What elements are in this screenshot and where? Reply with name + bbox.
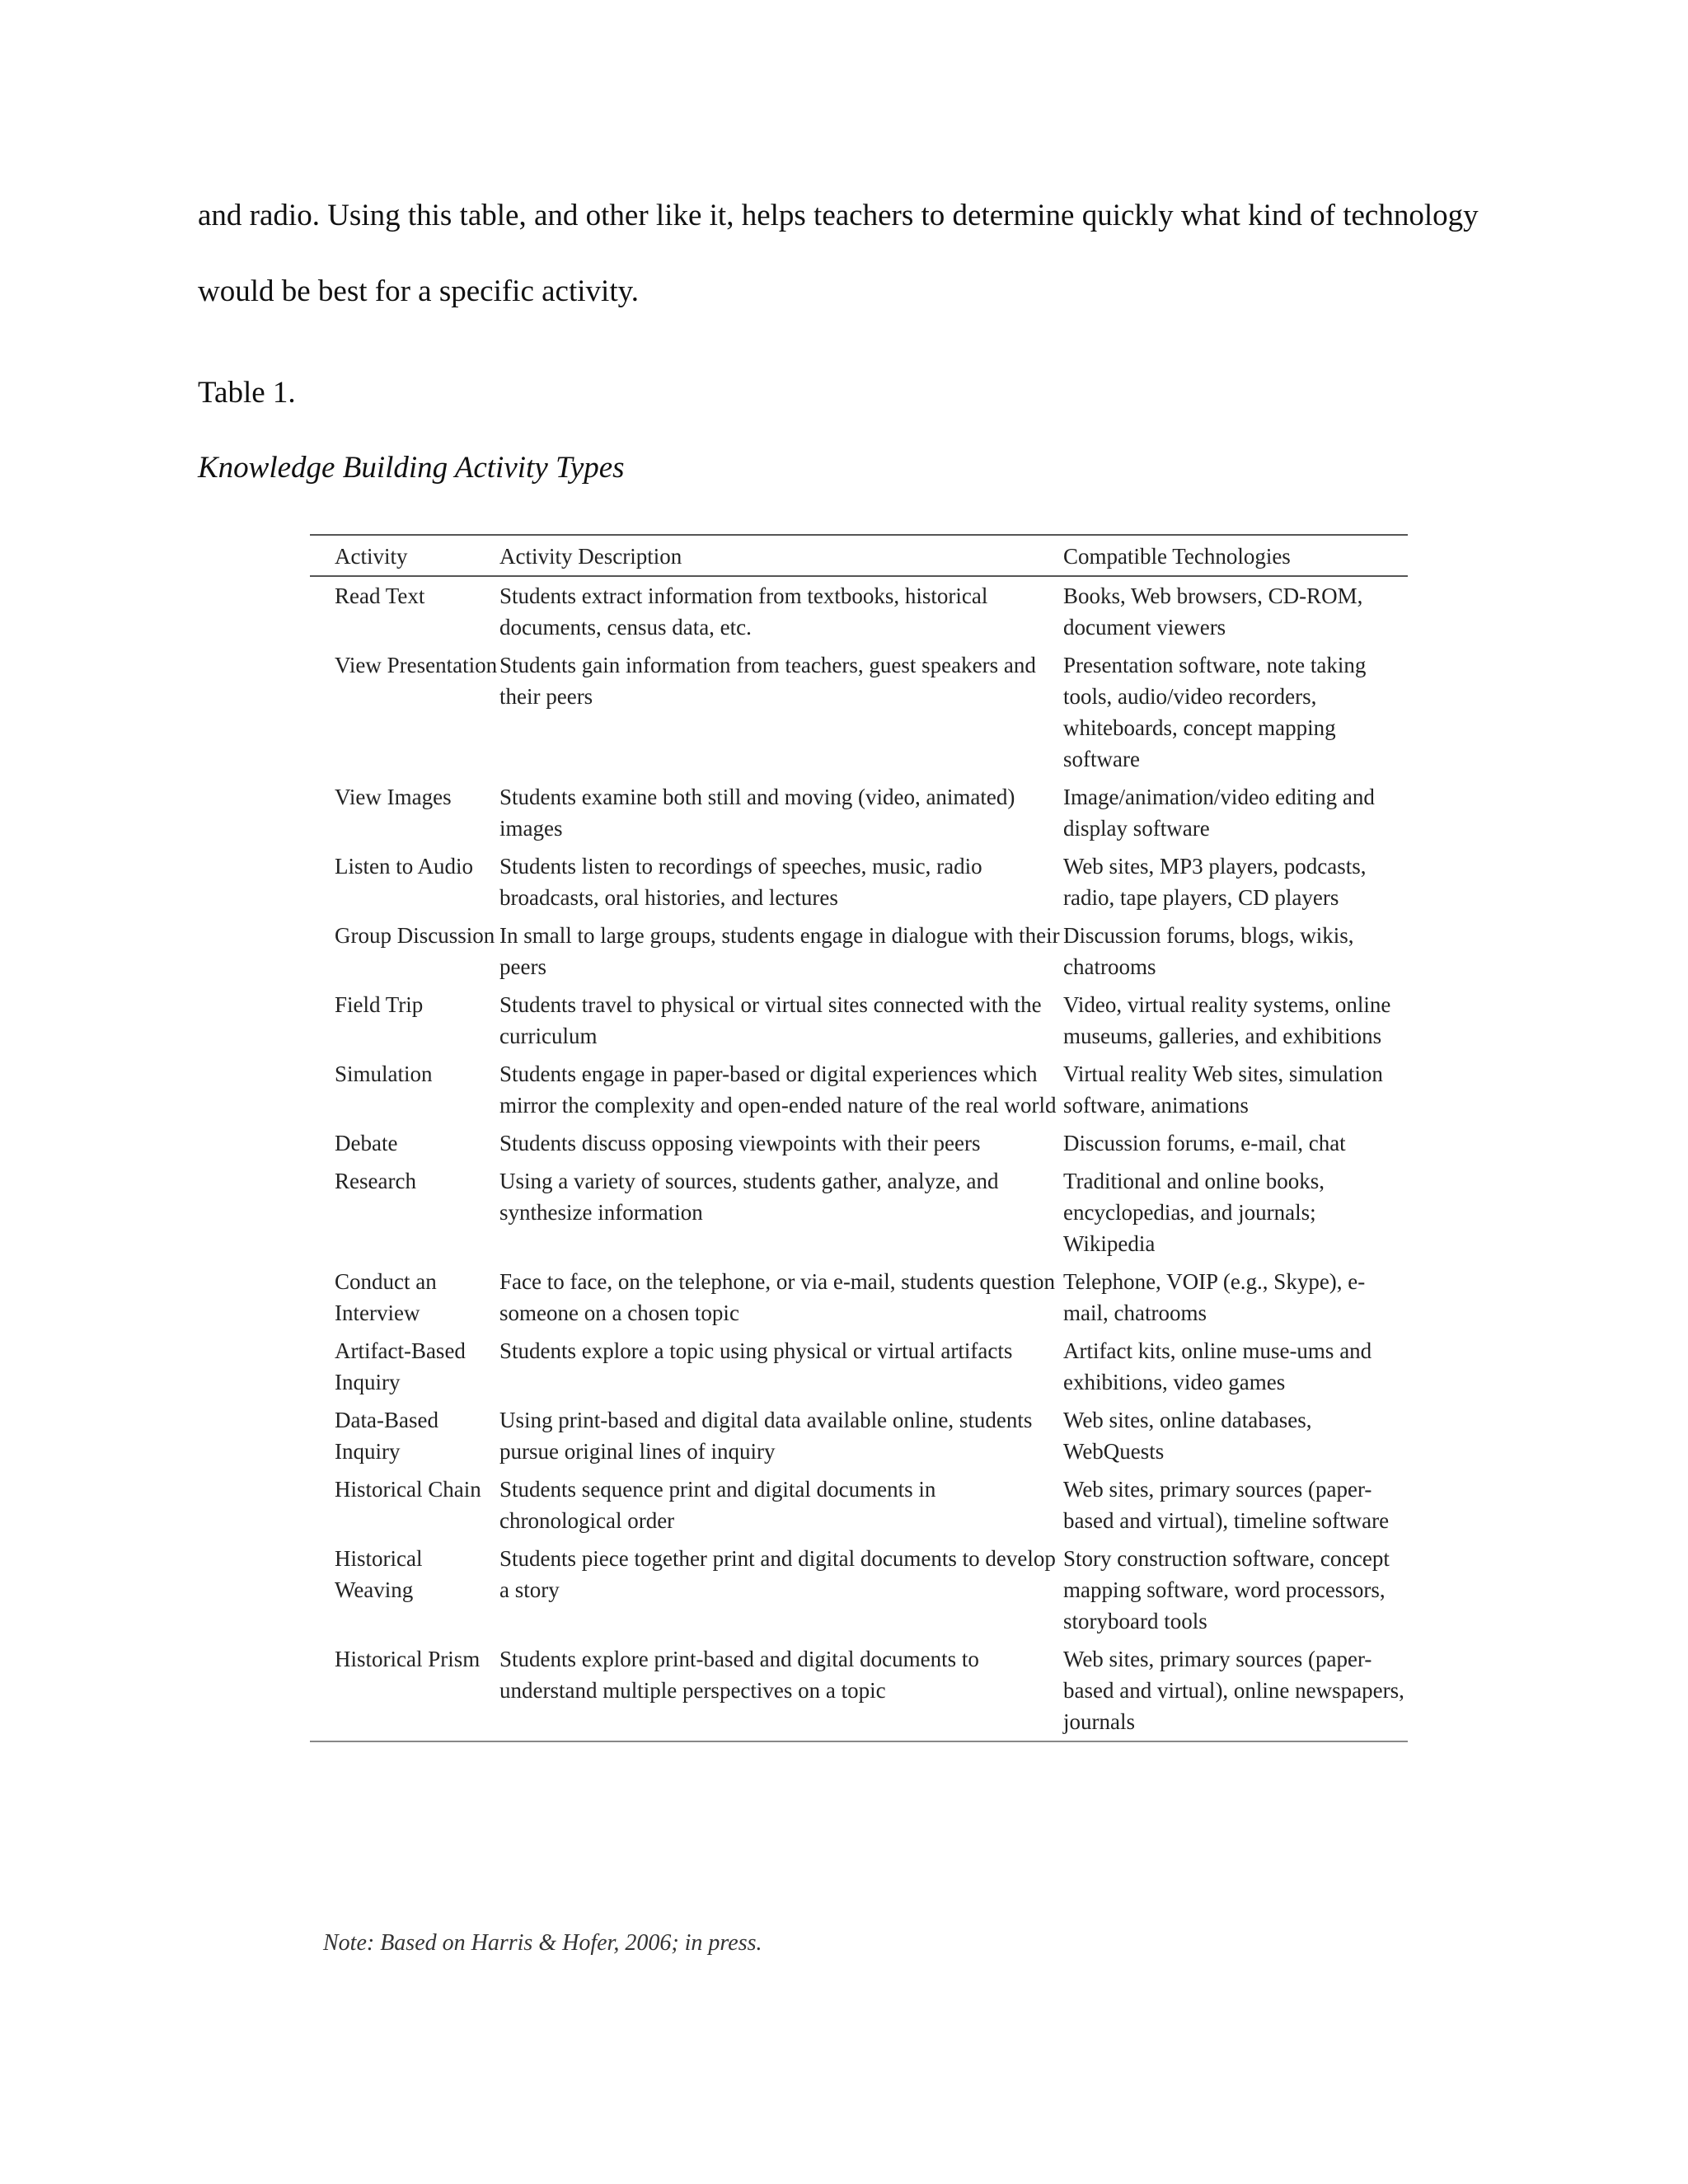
cell-activity: Conduct an Interview bbox=[335, 1269, 437, 1325]
cell-compatible-technologies: Web sites, online databases, WebQuests bbox=[1063, 1408, 1312, 1464]
cell-activity-description: Students sequence print and digital documents in chronological order bbox=[499, 1477, 936, 1533]
intro-paragraph: and radio. Using this table, and other like it, helps teachers to determine quickly what kind of technology would be best for a specific activity. bbox=[198, 199, 1479, 308]
cell-activity-description: Students travel to physical or virtual sites connected with the curriculum bbox=[499, 992, 1042, 1048]
cell-activity-description: Students gain information from teachers, guest speakers and their peers bbox=[499, 653, 1036, 709]
cell-activity: Historical Weaving bbox=[335, 1546, 423, 1602]
cell-compatible-technologies: Discussion forums, e-mail, chat bbox=[1063, 1131, 1346, 1155]
cell-activity-description: Students examine both still and moving (video, animated) images bbox=[499, 785, 1015, 841]
table-row bbox=[310, 1404, 1408, 1474]
cell-activity-description: Students explore print-based and digital documents to understand multiple perspectives on a topic bbox=[499, 1643, 1063, 1741]
cell-activity-description: Face to face, on the telephone, or via e-mail, students question someone on a chosen topic bbox=[499, 1269, 1056, 1325]
activity-types-table bbox=[310, 534, 1408, 1742]
cell-compatible-technologies: Books, Web browsers, CD-ROM, document viewers bbox=[1063, 583, 1363, 640]
activity-table-container bbox=[310, 534, 1408, 1742]
header-activity: Activity bbox=[310, 535, 499, 576]
cell-activity: Listen to Audio bbox=[335, 854, 473, 879]
cell-activity: Research bbox=[335, 1169, 416, 1193]
table-header-row bbox=[310, 535, 1408, 576]
cell-activity: Debate bbox=[335, 1131, 398, 1155]
cell-compatible-technologies: Traditional and online books, encyclopedias, and journals; Wikipedia bbox=[1063, 1169, 1325, 1256]
table-row bbox=[310, 989, 1408, 1058]
table-row bbox=[310, 649, 1408, 781]
cell-compatible-technologies: Telephone, VOIP (e.g., Skype), e-mail, chatrooms bbox=[1063, 1269, 1366, 1325]
cell-compatible-technologies: Web sites, MP3 players, podcasts, radio, tape players, CD players bbox=[1063, 854, 1367, 910]
cell-activity: View Images bbox=[335, 785, 452, 809]
cell-activity: Historical Chain bbox=[335, 1477, 481, 1502]
table-title: Knowledge Building Activity Types bbox=[198, 451, 625, 485]
cell-activity: Data-Based Inquiry bbox=[335, 1408, 438, 1464]
cell-activity-description: Students listen to recordings of speeches, music, radio broadcasts, oral histories, and lectures bbox=[499, 854, 982, 910]
cell-compatible-technologies: Discussion forums, blogs, wikis, chatrooms bbox=[1063, 923, 1354, 979]
table-row bbox=[310, 1127, 1408, 1165]
table-row bbox=[310, 781, 1408, 851]
cell-activity-description: In small to large groups, students engage in dialogue with their peers bbox=[499, 923, 1060, 979]
cell-activity-description: Students discuss opposing viewpoints with their peers bbox=[499, 1131, 981, 1155]
cell-compatible-technologies: Image/animation/video editing and display software bbox=[1063, 785, 1375, 841]
table-row bbox=[310, 576, 1408, 649]
table-row bbox=[310, 851, 1408, 920]
cell-activity-description: Students engage in paper-based or digital experiences which mirror the complexity and open-ended nature of the real world bbox=[499, 1062, 1057, 1118]
table-row bbox=[310, 920, 1408, 989]
cell-activity: Artifact-Based Inquiry bbox=[335, 1338, 466, 1394]
table-row bbox=[310, 1474, 1408, 1543]
cell-activity-description: Students piece together print and digital documents to develop a story bbox=[499, 1546, 1056, 1602]
table-row bbox=[310, 1543, 1408, 1643]
cell-activity-description: Using print-based and digital data available online, students pursue original lines of inquiry bbox=[499, 1408, 1033, 1464]
table-row bbox=[310, 1058, 1408, 1127]
cell-activity: Historical Prism bbox=[310, 1643, 499, 1741]
cell-compatible-technologies: Presentation software, note taking tools, audio/video recorders, whiteboards, concept mapping software bbox=[1063, 653, 1367, 771]
cell-activity: View Presentation bbox=[335, 653, 498, 677]
cell-activity-description: Students explore a topic using physical or virtual artifacts bbox=[499, 1338, 1013, 1363]
cell-compatible-technologies: Web sites, primary sources (paper-based and virtual), online newspapers, journals bbox=[1063, 1643, 1408, 1741]
cell-compatible-technologies: Web sites, primary sources (paper-based and virtual), timeline software bbox=[1063, 1477, 1390, 1533]
cell-activity: Read Text bbox=[335, 583, 425, 608]
cell-compatible-technologies: Artifact kits, online muse-ums and exhibitions, video games bbox=[1063, 1338, 1372, 1394]
table-note: Note: Based on Harris & Hofer, 2006; in press. bbox=[323, 1930, 762, 1956]
cell-activity: Field Trip bbox=[335, 992, 424, 1017]
header-compatible-technologies: Compatible Technologies bbox=[1063, 535, 1408, 576]
header-activity-description: Activity Description bbox=[499, 535, 1063, 576]
table-body bbox=[310, 576, 1408, 1741]
table-row bbox=[310, 1165, 1408, 1266]
cell-compatible-technologies: Virtual reality Web sites, simulation software, animations bbox=[1063, 1062, 1383, 1118]
cell-activity-description: Students extract information from textbooks, historical documents, census data, etc. bbox=[499, 583, 988, 640]
table-row bbox=[310, 1266, 1408, 1335]
cell-activity: Simulation bbox=[335, 1062, 433, 1086]
cell-compatible-technologies: Video, virtual reality systems, online museums, galleries, and exhibitions bbox=[1063, 992, 1391, 1048]
cell-activity-description: Using a variety of sources, students gather, analyze, and synthesize information bbox=[499, 1169, 999, 1225]
table-label: Table 1. bbox=[198, 376, 296, 410]
cell-activity: Group Discussion bbox=[335, 923, 495, 948]
table-row bbox=[310, 1335, 1408, 1404]
table-row bbox=[310, 1643, 1408, 1741]
cell-compatible-technologies: Story construction software, concept mapping software, word processors, storyboard tools bbox=[1063, 1546, 1390, 1633]
